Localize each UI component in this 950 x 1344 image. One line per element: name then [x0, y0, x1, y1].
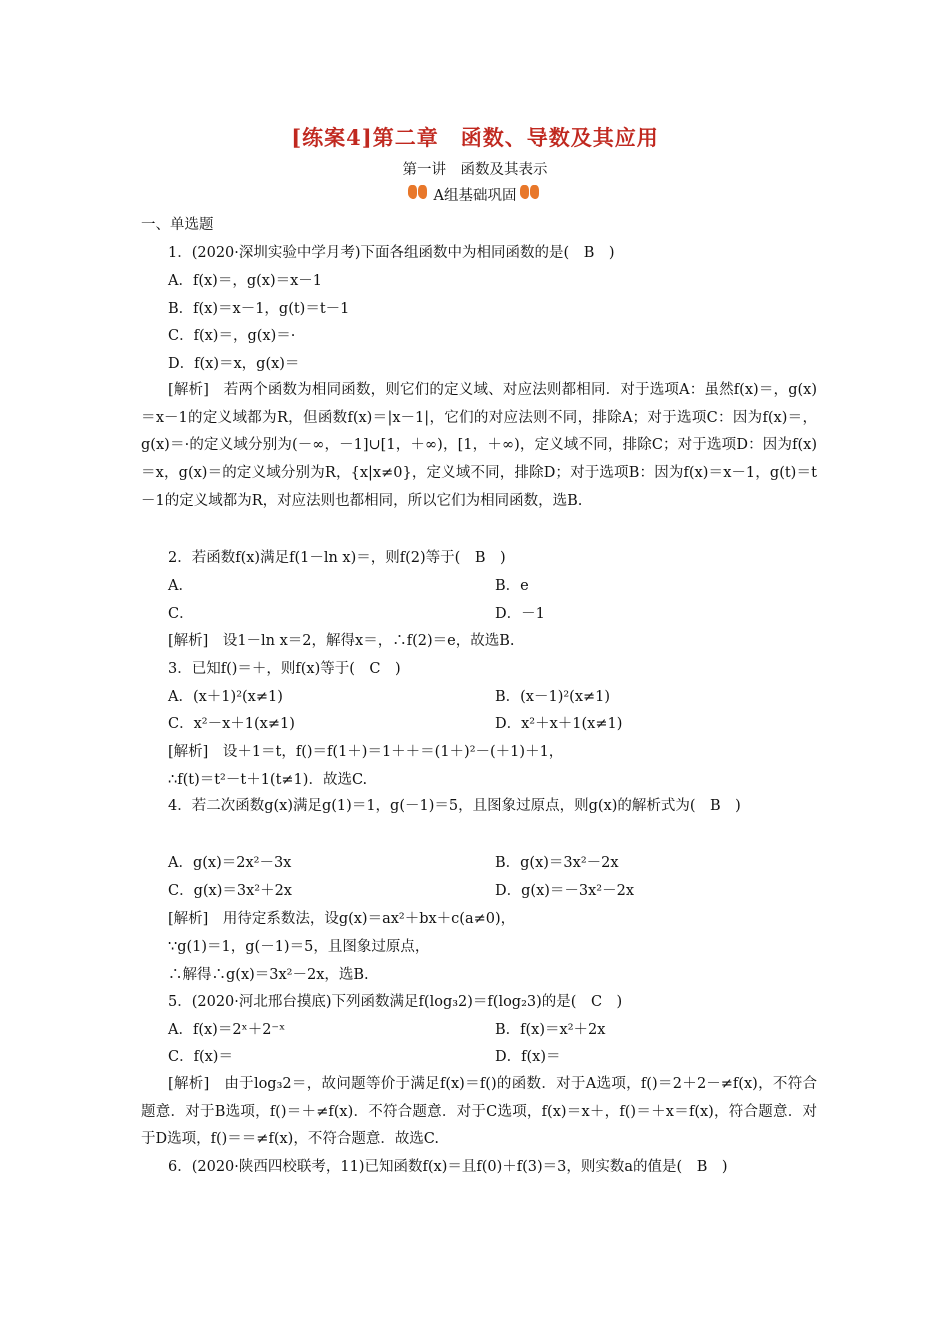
question-5-option-a: A．f(x)＝2ˣ＋2⁻ˣ — [168, 1022, 286, 1038]
question-1-option-d: D．f(x)＝x，g(x)＝ — [168, 356, 300, 372]
question-2-option-d: D．－1 — [495, 606, 545, 622]
page-title: [练案4]第二章 函数、导数及其应用 — [291, 125, 659, 150]
question-4-stem: 4．若二次函数g(x)满足g(1)＝1，g(－1)＝5，且图象过原点，则g(x)的解析式为( B ) — [168, 798, 741, 814]
question-5-option-c: C．f(x)＝ — [168, 1049, 233, 1065]
question-4-option-c: C．g(x)＝3x²＋2x — [168, 883, 292, 899]
question-3-stem: 3．已知f()＝＋，则f(x)等于( C ) — [168, 661, 401, 677]
section-heading: 一、单选题 — [141, 217, 214, 233]
question-1-analysis: [解析] 若两个函数为相同函数，则它们的定义域、对应法则都相同．对于选项A：虽然f(x)＝，g(x)＝x－1的定义域都为R，但函数f(x)＝|x－1|，它们的对应法则不同，排除A；对于选项C：因为f(x)＝，g(x)＝·的定义域分别为(－∞，－1]∪[1，＋∞)，[1，＋∞)，定义域不同，排除C；对于选项D：因为f(x)＝x，g(x)＝的定义域分别为R，{x|x≠0}，定义域不同，排除D；对于选项B：因为f(x)＝x－1，g(t)＝t－1的定义域都为R，对应法则也都相同，所以它们为相同函数，选B. — [141, 382, 817, 509]
question-1-option-c: C．f(x)＝，g(x)＝· — [168, 328, 296, 344]
question-4-option-d: D．g(x)＝－3x²－2x — [495, 883, 635, 899]
question-6-stem: 6．(2020·陕西四校联考，11)已知函数f(x)＝且f(0)＋f(3)＝3，则实数a的值是( B ) — [168, 1159, 728, 1175]
question-5-option-d: D．f(x)＝ — [495, 1049, 561, 1065]
question-2-option-b: B．e — [495, 578, 529, 594]
question-2-option-c: C． — [168, 606, 194, 622]
question-4-option-b: B．g(x)＝3x²－2x — [495, 855, 619, 871]
question-4-option-a: A．g(x)＝2x²－3x — [168, 855, 292, 871]
question-1-option-a: A．f(x)＝，g(x)＝x－1 — [168, 273, 323, 289]
lecture-subtitle: 第一讲 函数及其表示 — [402, 162, 548, 178]
question-5-stem: 5．(2020·河北邢台摸底)下列函数满足f(log₃2)＝f(log₂3)的是( C ) — [168, 994, 623, 1010]
close-quote-icon — [520, 183, 542, 205]
question-3-option-d: D．x²＋x＋1(x≠1) — [495, 716, 623, 732]
question-3-analysis-line-1: [解析] 设＋1＝t，f()＝f(1＋)＝1＋＋＝(1＋)²－(＋1)＋1， — [168, 744, 564, 760]
question-4-analysis-line-3: ∴解得∴g(x)＝3x²－2x，选B. — [168, 967, 369, 983]
question-1-stem: 1．(2020·深圳实验中学月考)下面各组函数中为相同函数的是( B ) — [168, 245, 615, 261]
group-heading — [0, 183, 950, 205]
question-1-option-b: B．f(x)＝x－1，g(t)＝t－1 — [168, 301, 350, 317]
question-3-option-a: A．(x＋1)²(x≠1) — [168, 689, 283, 705]
group-label: A组基础巩固 — [433, 187, 517, 204]
question-4-analysis-line-2: ∵g(1)＝1，g(－1)＝5，且图象过原点， — [168, 939, 430, 955]
question-5-analysis: [解析] 由于log₃2＝，故问题等价于满足f(x)＝f()的函数．对于A选项，f()＝2＋2－≠f(x)，不符合题意．对于B选项，f()＝＋≠f(x)．不符合题意．对于C选项，f(x)＝x＋，f()＝＋x＝f(x)，符合题意．对于D选项，f()＝＝≠f(x)，不符合题意．故选C. — [141, 1076, 817, 1148]
question-3-option-b: B．(x－1)²(x≠1) — [495, 689, 611, 705]
open-quote-icon — [408, 183, 430, 205]
question-2-option-a: A． — [168, 578, 193, 594]
question-2-stem: 2．若函数f(x)满足f(1－ln x)＝，则f(2)等于( B ) — [168, 550, 506, 566]
question-4-analysis-line-1: [解析] 用待定系数法，设g(x)＝ax²＋bx＋c(a≠0)， — [168, 911, 516, 927]
question-5-option-b: B．f(x)＝x²＋2x — [495, 1022, 606, 1038]
question-3-option-c: C．x²－x＋1(x≠1) — [168, 716, 295, 732]
question-3-analysis-line-2: ∴f(t)＝t²－t＋1(t≠1)．故选C. — [168, 772, 368, 788]
question-2-analysis: [解析] 设1－ln x＝2，解得x＝，∴f(2)＝e，故选B. — [168, 633, 515, 649]
